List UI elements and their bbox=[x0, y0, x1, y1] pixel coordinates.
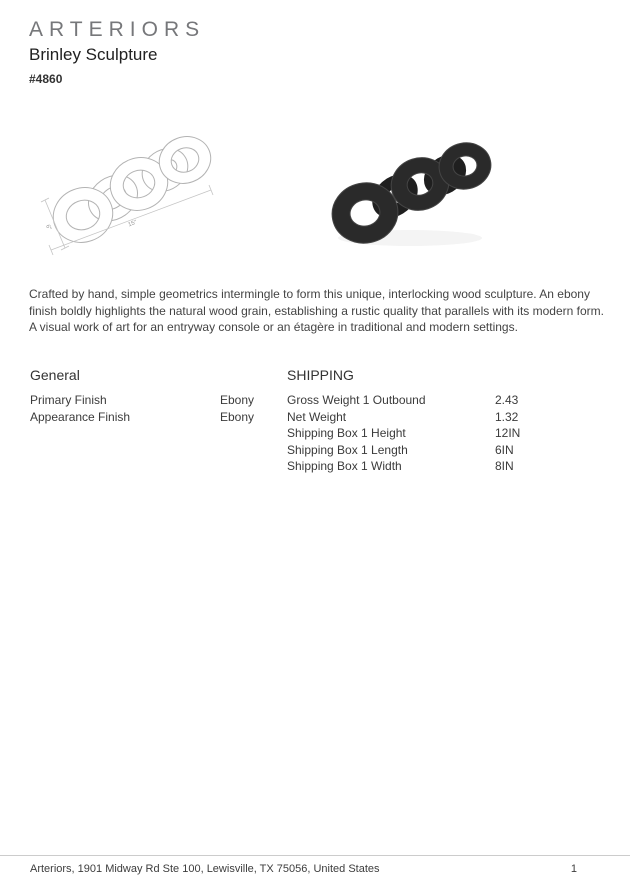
spec-row bbox=[287, 392, 607, 409]
dim-length-label: 15" bbox=[127, 219, 138, 229]
product-line-drawing bbox=[33, 118, 218, 258]
spec-value: Ebony bbox=[220, 409, 255, 424]
spec-row bbox=[30, 409, 282, 426]
product-sku: #4860 bbox=[29, 72, 63, 86]
footer-page-number: 1 bbox=[570, 863, 577, 875]
brand-logo: ARTERIORS bbox=[29, 18, 206, 41]
spec-label: Shipping Box 1 Height bbox=[287, 426, 406, 440]
spec-value: Ebony bbox=[220, 393, 255, 407]
spec-label: Shipping Box 1 Length bbox=[287, 442, 408, 457]
spec-value: 6IN bbox=[495, 442, 514, 457]
spec-row bbox=[287, 409, 607, 426]
footer-address: Arteriors, 1901 Midway Rd Ste 100, Lewisville, TX 75056, United States bbox=[30, 863, 380, 875]
spec-value: 8IN bbox=[495, 459, 514, 473]
spec-row bbox=[30, 392, 282, 409]
footer-divider bbox=[0, 855, 630, 856]
spec-label: Shipping Box 1 Width bbox=[287, 459, 402, 473]
spec-value: 2.43 bbox=[495, 393, 519, 407]
spec-row bbox=[287, 442, 607, 459]
spec-value: 12IN bbox=[495, 426, 521, 440]
spec-value: 1.32 bbox=[495, 409, 519, 424]
product-description: Crafted by hand, simple geometrics intermingle to form this unique, interlocking wood sculpture. An ebony finish boldly highlights the natural wood grain, establishing a rustic quality that parallels with its modern form. A visual work of art for an entryway console or an étagère in traditional and modern settings. bbox=[29, 287, 604, 334]
section-shipping bbox=[287, 367, 607, 475]
spec-row bbox=[287, 458, 607, 475]
section-general bbox=[30, 367, 282, 425]
section-shipping-title: SHIPPING bbox=[287, 367, 354, 383]
product-title: Brinley Sculpture bbox=[29, 45, 158, 64]
spec-label: Appearance Finish bbox=[30, 409, 131, 424]
spec-row bbox=[287, 425, 607, 442]
dim-height-label: 6" bbox=[44, 223, 52, 232]
spec-label: Net Weight bbox=[287, 409, 347, 424]
section-general-title: General bbox=[30, 367, 80, 383]
spec-label: Primary Finish bbox=[30, 393, 107, 407]
spec-label: Gross Weight 1 Outbound bbox=[287, 393, 426, 407]
product-photo bbox=[320, 128, 500, 256]
